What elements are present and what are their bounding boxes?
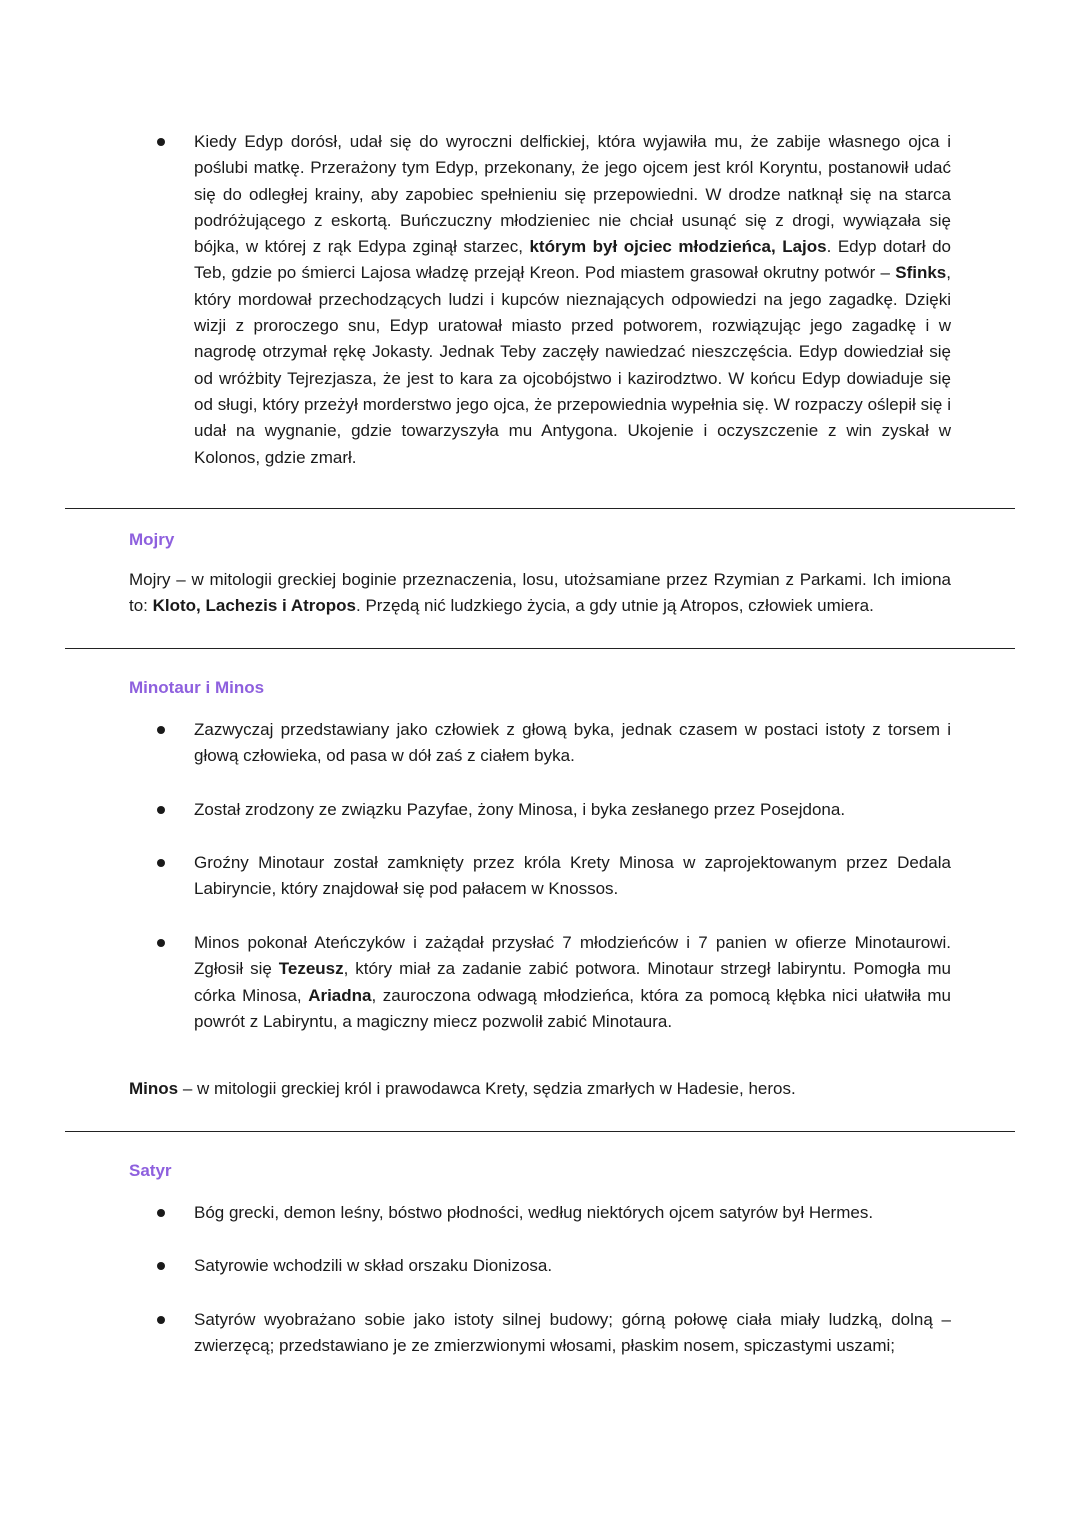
edyp-bold-lajos: którym był ojciec młodzieńca, Lajos [529, 237, 827, 257]
satyr-bullet-3 [0, 1307, 1080, 1360]
satyr-list [0, 1253, 1080, 1279]
minotaur-bullet-3 [0, 850, 1080, 903]
minos-definition [129, 1076, 951, 1102]
minotaur-b4-text-2: , który miał za zadanie zabić potwora. Minotaur strzegł labiryntu. Pomogła mu córka Minosa, [194, 959, 951, 1005]
bullet-dot-icon [157, 1262, 165, 1270]
minotaur-heading: Minotaur i Minos [129, 678, 265, 697]
mojry-bold-names: Kloto, Lachezis i Atropos [152, 596, 357, 616]
minotaur-b4-text-3: , zauroczona odwagą młodzieńca, która za pomocą kłębka nici ułatwiła mu powrót z Labiryntu, a magiczny miecz pozwolił zabić Minotaura. [194, 985, 951, 1031]
minotaur-bullet-3-text: Groźny Minotaur został zamknięty przez króla Krety Minosa w zaprojektowanym przez Dedala Labiryncie, który znajdował się pod pałacem w Knossos. [194, 853, 951, 899]
minotaur-list [0, 930, 1080, 1035]
bullet-dot-icon [157, 1209, 165, 1217]
minotaur-b4-text-1: Minos pokonał Ateńczyków i zażądał przysłać 7 młodzieńców i 7 panien w ofierze Minotaurowi. Zgłosił się [194, 933, 951, 979]
bullet-dot-icon [157, 138, 165, 146]
minotaur-bullet-1-text: Zazwyczaj przedstawiany jako człowiek z głową byka, jednak czasem w postaci istoty z torsem i głową człowieka, od pasa w dół zaś z ciałem byka. [194, 720, 951, 766]
satyr-bullet-2-text: Satyrowie wchodzili w skład orszaku Dionizosa. [194, 1256, 553, 1275]
section-divider [65, 508, 1015, 509]
satyr-heading: Satyr [129, 1161, 172, 1180]
satyr-list [0, 1307, 1080, 1360]
minotaur-list [0, 717, 1080, 770]
mojry-heading: Mojry [129, 530, 175, 549]
minotaur-bullet-1 [0, 717, 1080, 770]
satyr-list [0, 1200, 1080, 1226]
edyp-text-2: . Edyp dotarł do Teb, gdzie po śmierci Lajosa władzę przejął Kreon. Pod miastem grasował okrutny potwór – [194, 237, 951, 283]
minos-text: – w mitologii greckiej król i prawodawca Krety, sędzia zmarłych w Hadesie, heros. [178, 1079, 796, 1098]
bullet-dot-icon [157, 859, 165, 867]
edyp-text-1: Kiedy Edyp dorósł, udał się do wyroczni delfickiej, która wyjawiła mu, że zabije własnego ojca i poślubi matkę. Przerażony tym Edyp, przekonany, że jego ojcem jest król Koryntu, postanowił udać się do odległej krainy, aby zapobiec spełnieniu się przepowiedni. W drodze natknął się na starca podróżującego z eskortą. Buńczuczny młodzieniec nie chciał usunąć się z drogi, wywiązała się bójka, w której z rąk Edypa zginął starzec, [194, 132, 951, 257]
satyr-bullet-1 [0, 1200, 1080, 1226]
minotaur-list [0, 797, 1080, 823]
edyp-bold-sfinks: Sfinks [895, 263, 947, 283]
mojry-paragraph [129, 567, 951, 620]
minotaur-list [0, 850, 1080, 903]
satyr-bullet-3-text: Satyrów wyobrażano sobie jako istoty silnej budowy; górną połowę ciała miały ludzką, dolną – zwierzęcą; przedstawiano je ze zmierzwionymi włosami, płaskim nosem, spiczastymi uszami; [194, 1310, 951, 1356]
bullet-dot-icon [157, 726, 165, 734]
bullet-dot-icon [157, 939, 165, 947]
edyp-text-3: , który mordował przechodzących ludzi i kupców nieznających odpowiedzi na jego zagadkę. Dzięki wizji z proroczego snu, Edyp uratował miasto przed potworem, rozwiązując jego zagadkę i w nagrodę otrzymał rękę Jokasty. Jednak Teby zaczęły nawiedzać nieszczęścia. Edyp dowiedział się od wróżbity Tejrezjasza, że jest to kara za ojcobójstwo i kazirodztwo. W końcu Edyp dowiaduje się od sługi, który przeżył morderstwo jego ojca, że przepowiednia wypełnia się. W rozpaczy oślepił się i udał na wygnanie, gdzie towarzyszyła mu Antygona. Ukojenie i oczyszczenie z win zyskał w Kolonos, gdzie zmarł. [194, 263, 951, 467]
minotaur-bold-tezeusz: Tezeusz [278, 959, 344, 979]
section-divider [65, 648, 1015, 649]
edyp-list [0, 129, 1080, 471]
bullet-dot-icon [157, 1316, 165, 1324]
satyr-bullet-1-text: Bóg grecki, demon leśny, bóstwo płodności, według niektórych ojcem satyrów był Hermes. [194, 1203, 874, 1222]
edyp-bullet [0, 129, 1080, 471]
minotaur-bold-ariadna: Ariadna [308, 985, 372, 1005]
section-divider [65, 1131, 1015, 1132]
minotaur-bullet-2 [0, 797, 1080, 823]
minotaur-bullet-2-text: Został zrodzony ze związku Pazyfae, żony Minosa, i byka zesłanego przez Posejdona. [194, 800, 846, 819]
minos-bold: Minos [129, 1079, 179, 1098]
satyr-bullet-2 [0, 1253, 1080, 1279]
bullet-dot-icon [157, 806, 165, 814]
minotaur-bullet-4 [0, 930, 1080, 1035]
mojry-text-2: . Przędą nić ludzkiego życia, a gdy utnie ją Atropos, człowiek umiera. [356, 596, 874, 616]
mojry-text-1: Mojry – w mitologii greckiej boginie przeznaczenia, losu, utożsamiane przez Rzymian z Parkami. Ich imiona to: [129, 570, 951, 616]
